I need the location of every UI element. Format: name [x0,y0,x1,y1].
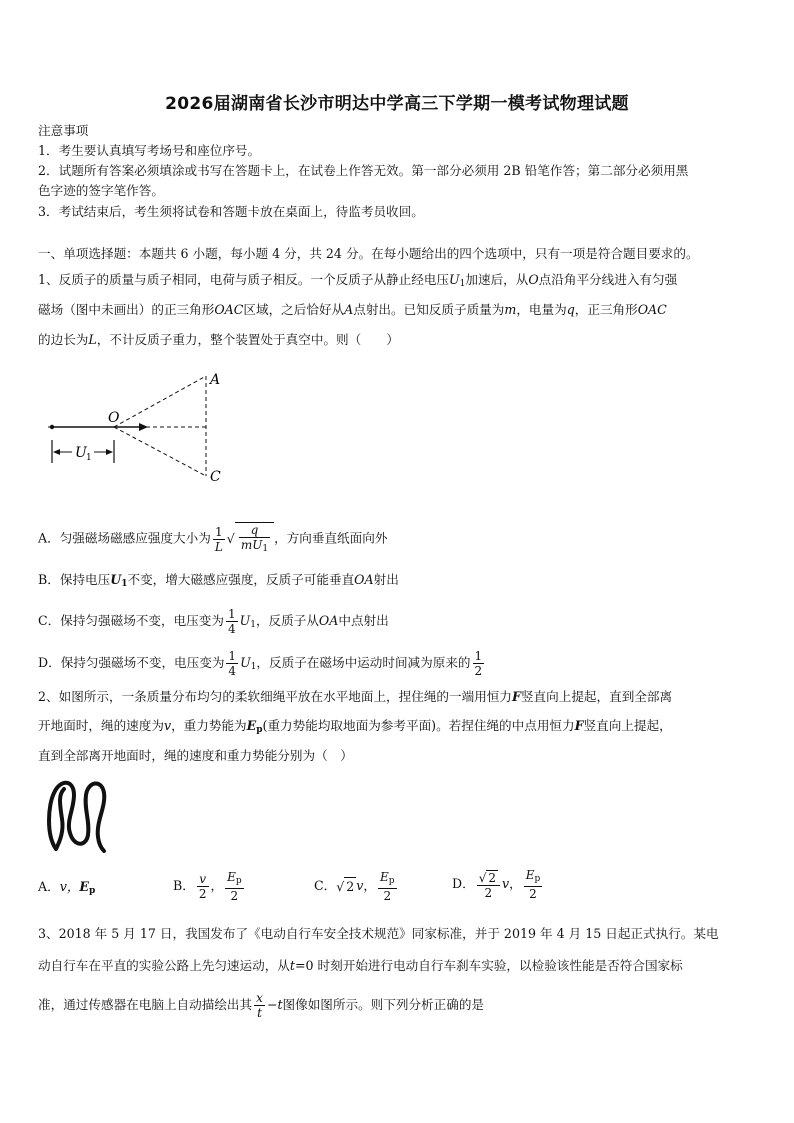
q1-text: 的边长为 [38,332,89,347]
separator: ， [509,876,522,891]
side-oa [114,376,206,427]
option-label: C． [314,878,337,893]
var-ep: E [79,879,90,894]
arrow-head [139,423,148,431]
denominator: 4 [227,622,236,636]
var-ep: E [227,870,236,884]
label-u-sub: 1 [86,453,92,463]
var-f: F [574,718,584,733]
option-label: A． [38,879,60,894]
denominator: t [257,1006,262,1020]
numerator: √ 2 [477,870,500,886]
notice-item-1: 1．考生要认真填写考场号和座位序号。 [38,143,261,158]
fraction [225,870,244,903]
denominator: 2 [529,887,537,901]
option-text: v， [59,879,80,894]
fraction [254,991,265,1020]
var-t: t [289,958,295,973]
dim-arrow-left [53,449,60,455]
var-oa: OA [318,613,339,628]
option-text: D．保持匀强磁场不变，电压变为 [38,655,225,670]
q2-text: ，重力势能为 [171,718,247,733]
denominator: 4 [228,664,237,678]
var-ep: E [380,870,389,884]
var-u-sub: 1 [262,544,269,554]
q1-line-1 [38,271,768,293]
q1-text: 磁场（图中未画出）的正三角形 [38,302,215,317]
numerator: 1 [227,607,236,621]
label-o: O [108,410,120,426]
q1-text: 区域，之后恰好从 [243,302,345,317]
option-text: A．匀强磁场磁感应强度大小为 [38,530,211,546]
numerator [524,868,543,887]
var-u: U [239,613,251,628]
separator: ， [363,878,376,893]
q1-text: ，正三角形 [574,302,638,317]
denominator: 2 [474,664,483,678]
var-oac: OAC [214,302,244,317]
q3-text: 动自行车在平直的实验公路上先匀速运动，从 [38,958,290,973]
q3-text: =0 时刻开始进行电动自行车刹车实验，以检验该性能是否符合国家标 [294,958,683,973]
label-u: U [75,445,87,461]
q3-line-1: 3、2018 年 5 月 17 日，我国发布了《电动自行车安全技术规范》同家标准，并于 2019 年 4 月 15 日起正式执行。某电 [38,926,719,941]
rope-curve-inner [56,789,64,849]
var-oa: OA [354,572,374,587]
var-ep-sub: p [89,886,96,896]
var-v: v [163,718,172,733]
q2-line-3: 直到全部离开地面时，绳的速度和重力势能分别为（ ） [38,748,353,763]
numerator: 1 [474,649,483,663]
option-text: C．保持匀强磁场不变，电压变为 [38,613,224,628]
option-text: 中点射出 [338,613,389,628]
option-text: ，反质子在磁场中运动时间减为原来的 [256,655,471,670]
label-a: A [210,372,221,388]
dim-arrow-right [106,449,113,455]
option-text: ，方向垂直纸面向外 [274,530,388,546]
numerator: x [256,991,263,1005]
numerator: q [239,523,270,538]
option-label: D． [452,876,475,891]
denominator: 2 [230,889,239,903]
minus-sign: − [266,997,278,1012]
notice-item-2-cont: 色字迹的签字笔作答。 [38,183,164,198]
q1-text: ，电量为 [516,302,567,317]
fraction [473,649,485,678]
q2-line-2 [38,717,768,739]
option-label: B． [173,878,195,893]
q1-text: 点射出。已知反质子质量为 [353,302,505,317]
var-f: F [511,689,521,704]
var-oac: OAC [637,302,667,317]
var-m: m [504,302,517,317]
q1-line-3 [38,331,768,349]
q2-line-1 [38,688,768,706]
var-ep-sub: p [235,876,242,886]
sqrt: √ $\frac{q}{mU_1}$ [227,522,274,556]
sqrt-content: 2 [488,870,496,885]
var-u-sub: 1 [250,620,256,630]
q1-option-c[interactable] [38,607,389,636]
denominator: L [214,539,223,554]
notice-item-2: 2．试题所有答案必须填涂或书写在答题卡上，在试卷上作答无效。第一部分必须用 2B 铅笔作答；第二部分必须用黑 [38,163,689,178]
fraction [213,525,225,554]
q2-option-d[interactable] [452,868,544,901]
fraction [378,870,397,903]
q1-figure [38,364,238,490]
var-o: O [528,272,539,287]
var-u-sub: 1 [121,579,128,589]
option-text: 不变，增大磁感应强度，反质子可能垂直 [127,572,355,587]
denominator [239,538,270,556]
q1-text: 加速后，从 [465,272,529,287]
var-ep-sub: p [256,725,263,735]
notice-heading: 注意事项 [38,123,89,138]
label-c: C [210,469,221,485]
q2-text: 开地面时，绳的速度为 [38,718,164,733]
q2-option-a[interactable] [38,878,95,900]
separator: ， [210,878,224,893]
q1-option-d[interactable] [38,649,486,678]
option-text: ，反质子从 [255,613,319,628]
var-u-sub: 1 [459,279,466,289]
exam-title: 2026届湖南省长沙市明达中学高三下学期一模考试物理试题 [165,94,629,114]
q2-text: (重力势能均取地面为参考平面)。若捏住绳的中点用恒力 [262,718,575,733]
rope-figure [44,775,114,857]
sqrt: √ 2 [336,879,355,894]
var-u: U [110,572,122,587]
fraction [477,870,500,900]
numerator: 1 [213,525,225,540]
fraction [197,872,209,901]
q2-text: 2、如图所示，一条质量分布均匀的柔软细绳平放在水平地面上，捏住绳的一端用恒力 [38,689,512,704]
notice-item-3: 3．考试结束后，考生须将试卷和答题卡放在桌面上，待监考员收回。 [38,204,424,219]
side-oc [114,427,206,476]
var-ep: E [246,718,257,733]
q2-text: 竖直向上提起， [583,718,672,733]
option-text: 射出 [373,572,399,587]
var-u: U [240,655,251,670]
var-ep-sub: p [534,874,541,884]
q2-option-c[interactable] [314,870,399,903]
numerator: 1 [228,649,237,663]
q3-line-2 [38,957,768,975]
var-t: t [277,997,283,1012]
section-heading: 一、单项选择题：本题共 6 小题，每小题 4 分，共 24 分。在每小题给出的四个选项中，只有一项是符合题目要求的。 [38,246,699,261]
var-v: v [502,876,510,891]
var-u: U [449,272,460,287]
q1-line-2 [38,301,768,319]
denominator: 2 [484,885,493,900]
var-ep-sub: p [388,876,395,886]
var-u-sub: 1 [250,662,257,672]
q2-option-b[interactable] [173,870,246,903]
fraction [226,607,238,636]
rope-curve [49,783,104,851]
fraction [524,868,543,901]
var-l: L [88,332,97,347]
numerator [225,870,244,889]
var-ep: E [525,868,535,882]
q3-text: 图像如图所示。则下列分析正确的是 [282,997,484,1012]
q1-text: ，不计反质子重力，整个装置处于真空中。则（ ） [96,332,399,347]
var-q: q [566,302,575,317]
denominator: 2 [383,889,392,903]
fraction [239,523,270,556]
q1-text: 1、反质子的质量与质子相同，电荷与质子相反。一个反质子从静止经电压 [38,272,450,287]
q2-text: 竖直向上提起，直到全部离 [520,689,673,704]
q3-line-3 [38,991,768,1020]
q1-text: 点沿角平分线进入有匀强 [538,272,678,287]
option-text: B．保持电压 [38,572,111,587]
sqrt-content: 2 [346,879,355,894]
fraction [226,649,238,678]
q1-option-a[interactable] [38,522,387,556]
var-mu: mU [240,538,263,552]
q1-option-b[interactable] [38,571,399,593]
var-v: v [356,878,364,893]
var-a: A [344,302,354,317]
numerator: v [197,872,209,887]
q3-text: 准，通过传感器在电脑上自动描绘出其 [38,997,253,1012]
denominator: 2 [198,887,207,901]
numerator [378,870,397,889]
